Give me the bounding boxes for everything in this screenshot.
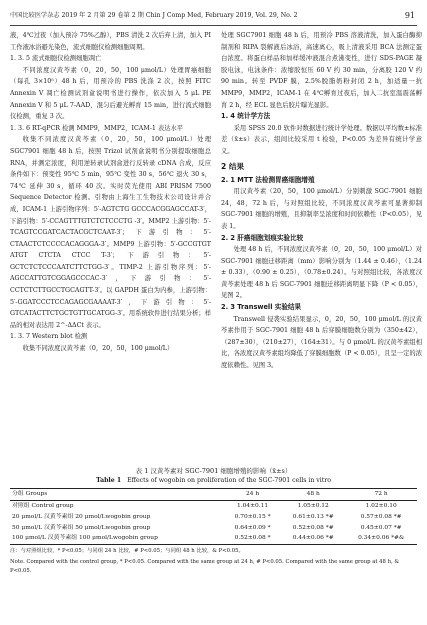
table-row	[10, 533, 417, 544]
paragraph: 不同浓度汉黄芩素（0，20，50，100 μmol/L）处理胃癌细胞（每孔 3×10⁵）48 h 后，用预冷的 PBS 洗涤 2 次，按照 FITC Annexin V 凋亡检测试剂盒说明书进行操作，依次加入 5 μL PE Annexin V 和 5 μL 7-AAD，混匀后避光孵育 15 min，进行流式细胞仪检测，重复 3 次。	[10, 66, 211, 121]
page-number: 91	[404, 11, 415, 20]
section-heading-1-3-6: 1. 3. 6 RT-qPCR 检测 MMP9，MMP2，ICAM-1 表达水平	[10, 124, 184, 132]
table-1	[10, 466, 417, 576]
journal-citation: 中国比较医学杂志 2019 年 2 月第 29 卷第 2 期 Chin J Comp Med, February 2019, Vol. 29, No. 2	[10, 12, 298, 19]
proliferation-table	[10, 488, 417, 545]
table-row	[10, 512, 417, 523]
table-cell: 对照组 Control group	[12, 503, 74, 509]
table-cell: 0.44±0.06 *#	[281, 533, 345, 544]
table-cell: 0.61±0.13 *#	[292, 513, 334, 520]
section-heading-2-1: 2. 1 MTT 法检测胃癌细胞增殖	[221, 175, 315, 184]
table-cell: 1.05±0.12	[297, 503, 329, 509]
table-cell: 50 μmol/L 汉黄芩素组 50 μmol/Lwogobin group	[12, 524, 151, 531]
table-row	[10, 501, 417, 512]
paragraph: 处理 48 h 后，不同浓度汉黄芩素（0，20，50，100 μmol/L）对 SGC-7901 细胞迁移距离（mm）影响分别为（1.44 ± 0.46），（1.24 ± 0.33），（0.90 ± 0.25），（0.78±0.24）。与对照组比较，各浓度汉黄芩素处理 48 h 后 SGC-7901 细胞迁移距离明显下降（P < 0.05），见图 2。	[221, 246, 422, 300]
table-caption-cn: 表 1 汉黄芩素对 SGC-7901 细胞增殖的影响（x̄±s）	[135, 467, 292, 475]
paragraph: 收集不同浓度汉黄芩素（0，20，50，100 μmol/L）处理 SGC7901 细胞 48 h 后，按照 Trizol 试剂盒说明书分别提取细胞总 RNA，并测定浓度，利用逆转录试剂盒进行反转录 cDNA 合成，反应条件如下：预变性 95℃ 5 min，95℃ 变性 30 s，56℃ 退火 30 s，74℃ 延伸 30 s，循环 40 次。实时荧光使用 ABI PRISM 7500 Sequence Detector 检测。引物由上海生工生物技术公司设计并合成，ICAM-1 上游引物序列：5′-AGTCTG GCCCACGGAGCCAT-3′，下游引物：5′-CCAGTTTGTCTCTCCCTG -3′。MMP2 上游引物：5′-TCAGTCCGATCACTACGCTCAAT-3′；下游引物：5′-CTAACTCTCCCCACAGGGA-3′。MMP9 上游引物：5′-GCCGTGT ATGT CTCTA CTCC T-3′；下游引物：5′-GCTCTCTCCCAATCTTCTGG-3′。TIMP-2 上游引物序列：5′-AGCCATTGTCGGAGCCCAC-3′，下游引物：5′-CCTCTCTTGCCTGCAGTT-3′。以 GAPDH 蛋白为内参，上游引物：5′-GGATCCCTCCAGAGCGAAAAT-3′，下游引物：5′-GTCATACTTCTGCTGTTGCATGG-3′。用系统软件进行结果分析；样品的相对表达用 2^-ΔΔCt 表示。	[10, 136, 211, 329]
table-label: Table 1	[96, 477, 122, 484]
table-cell: 0.57±0.08 *#	[360, 513, 402, 520]
paragraph: Transwell 侵袭实验结果显示，0，20，50，100 μmol/L 的汉黄芩素作用于 SGC-7901 细胞 48 h 后穿膜细胞数分别为（350±42），（287±30），（210±27），（164±31）。与 0 μmol/L 的汉黄芩素组相比，各浓度汉黄芩素组均降低了穿膜细胞数（P < 0.05），且呈一定的浓度依赖性。见图 3。	[221, 315, 422, 370]
table-row	[10, 523, 417, 534]
table-cell: 0.70±0.15 *	[234, 513, 271, 520]
table-cell: 1.04±0.11	[237, 503, 269, 509]
paragraph: 收集不同浓度汉黄芩素（0，20，50，100 μmol/L）	[22, 345, 174, 353]
table-cell: 1.02±0.10	[365, 503, 397, 509]
column-header: 48 h	[281, 489, 345, 501]
table-caption-en-text: Effects of wogobin on proliferation of the SGC-7901 cells in vitro	[127, 477, 331, 484]
paragraph: 液，4℃过夜（加入预冷 75%乙醇），PBS 清洗 2 次后弃上清，加入 PI 工作液冰浴避光染色，流式细胞仪检测细胞周期。	[10, 32, 211, 51]
section-heading-1-4: 1. 4 统计学方法	[221, 112, 271, 121]
table-header-row	[10, 489, 417, 501]
section-heading-1-3-7: 1. 3. 7 Western blot 检测	[10, 333, 88, 341]
table-cell: 100 μmol/L 汉黄芩素组 100 μmol/Lwogobin group	[10, 533, 224, 544]
table-note-cn: 注：与对照组比较，* P<0.05；与同组 24 h 比较，# P<0.05；与同组 48 h 比较，& P<0.05。	[10, 548, 244, 555]
table-cell: 0.52±0.08 *#	[292, 524, 334, 531]
table-caption-en	[10, 476, 417, 486]
table-cell: 20 μmol/L 汉黄芩素组 20 μmol/Lwogobin group	[12, 513, 151, 520]
section-heading-2: 2 结果	[221, 161, 245, 171]
table-cell: 0.34±0.06 *#&	[345, 533, 417, 544]
column-header: 72 h	[345, 489, 417, 501]
column-header: 24 h	[224, 489, 281, 501]
running-header	[10, 10, 417, 22]
table-cell: 0.52±0.08 *	[224, 533, 281, 544]
left-column	[10, 30, 211, 355]
section-heading-1-3-5: 1. 3. 5 流式细胞仪检测细胞凋亡	[10, 55, 102, 63]
section-heading-2-3: 2. 3 Transwell 实验结果	[221, 303, 302, 312]
right-column	[221, 30, 422, 372]
table-note-en: Note. Compared with the control group, * P<0.05. Compared with the same group at 24 h, # P<0.05. Compared with the same group at 48 h, & P<0.05.	[10, 559, 400, 575]
paragraph: 处理 SGC7901 细胞 48 h 后，用预冷 PBS 溶液清洗，加入蛋白酶抑制剂和 RIPA 裂解液后冰浴，高速离心，吸上清液采用 BCA 法测定蛋白浓度。将蛋白样品和加样缓冲液混合煮沸变性，进行 SDS-PAGE 凝胶电泳，电泳条件：浓缩胶恒压 60 V 约 30 min，分离胶 120 V 约 90 min。转至 PVDF 膜，2.5%脱脂奶粉封闭 2 h，加适量一抗 MMP9，MMP2，ICAM-1 在 4℃孵育过夜后，加入二抗室温震荡孵育 2 h，经 ECL 显色后胶片曝光显影。	[221, 32, 422, 109]
column-header: 分组 Groups	[10, 489, 224, 501]
paragraph: 用汉黄芩素（20，50，100 μmol/L）分别刺激 SGC-7901 细胞 24，48，72 h 后，与对照组比较，不同浓度汉黄芩素可显著抑制 SGC-7901 细胞的增殖，且抑制率呈浓度和时间依赖性（P<0.05），见表 1。	[221, 188, 422, 230]
paragraph: 采用 SPSS 20.0 软件对数据进行统计学处理。数据以平均数±标准差（x̄±s）表示，组间比较采用 t 检验，P<0.05 为差异有统计学意义。	[221, 124, 422, 155]
header-rule	[10, 25, 417, 26]
table-cell: 0.45±0.07 *#	[360, 524, 402, 531]
section-heading-2-2: 2. 2 肝癌细胞划痕实验比较	[221, 233, 304, 242]
table-cell: 0.64±0.09 *	[234, 524, 271, 531]
